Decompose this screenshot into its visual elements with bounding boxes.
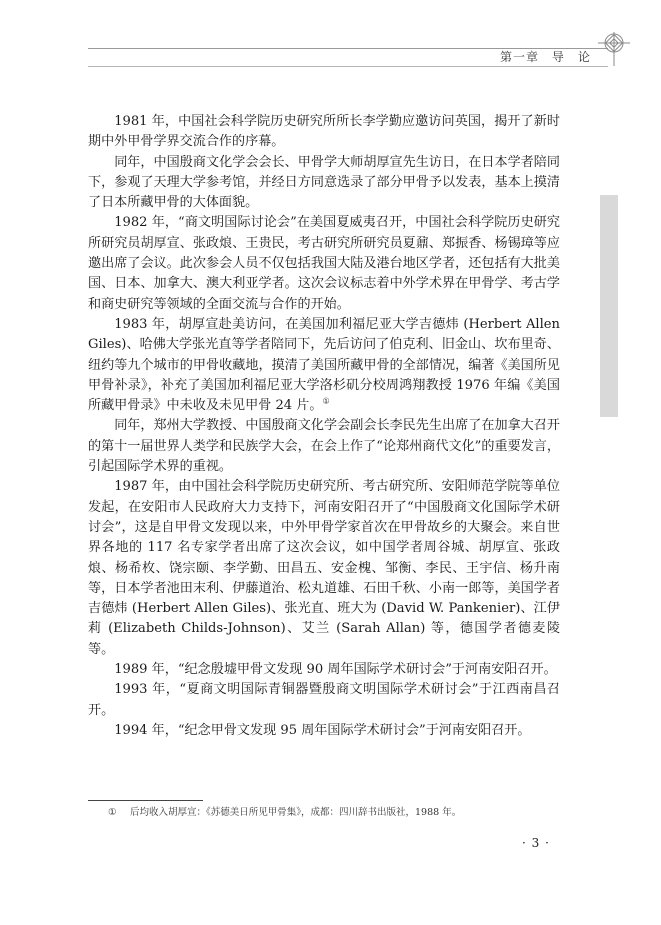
paragraph-1994 [88, 721, 560, 741]
paragraph-1983 [88, 315, 560, 416]
footnote-divider [88, 800, 203, 801]
paragraph-text: 1989 年，“纪念殷墟甲骨文发现 90 周年国际学术研讨会”于河南安阳召开。 [114, 662, 557, 678]
paragraph-text: 1981 年，中国社会科学院历史研究所所长李学勤应邀访问英国，揭开了新时期中外甲骨学界交流合作的序幕。 [88, 114, 560, 150]
running-head-title: 导 论 [551, 50, 591, 64]
header-ornament-icon [592, 32, 634, 66]
paragraph-1982 [88, 213, 560, 314]
paragraph-text: 同年，中国殷商文化学会会长、甲骨学大师胡厚宣先生访日，在日本学者陪同下，参观了天理大学参考馆，并经日方同意选录了部分甲骨予以发表，基本上摸清了日本所藏甲骨的大体面貌。 [88, 154, 560, 211]
paragraph-text: 同年，郑州大学教授、中国殷商文化学会副会长李民先生出席了在加拿大召开的第十一届世界人类学和民族学大会，在会上作了“论郑州商代文化”的重要发言，引起国际学术界的重视。 [88, 418, 560, 475]
paragraph-1981 [88, 112, 560, 153]
paragraph-1989 [88, 660, 560, 680]
body-text [88, 112, 560, 741]
paragraph-1993 [88, 680, 560, 721]
paragraph-1987 [88, 477, 560, 660]
paragraph-text: 1993 年，“夏商文明国际青铜器暨殷商文明国际学术研讨会”于江西南昌召开。 [88, 682, 560, 718]
running-head-chapter: 第一章 [500, 50, 540, 64]
footnote [108, 806, 568, 820]
paragraph-text: 1994 年，“纪念甲骨文发现 95 周年国际学术研讨会”于河南安阳召开。 [114, 722, 531, 738]
footnote-text: 后均收入胡厚宣：《苏德美日所见甲骨集》，成都：四川辞书出版社，1988 年。 [130, 807, 462, 818]
paragraph-text: 1983 年，胡厚宣赴美访问，在美国加利福尼亚大学吉德炜 (Herbert Allen Giles)、哈佛大学张光直等学者陪同下，先后访问了伯克利、旧金山、坎布里奇、纽约等九个城市的甲骨收藏地，摸清了美国所藏甲骨的全部情况，编著《美国所见甲骨补录》，补充了美国加利福尼亚大学洛杉矶分校周鸿翔教授 1976 年编《美国所藏甲骨录》中未收及未见甲骨 24 片。 [88, 316, 560, 414]
footnote-number: ① [108, 807, 117, 818]
paragraph-text: 1982 年，“商文明国际讨论会”在美国夏威夷召开，中国社会科学院历史研究所研究员胡厚宣、张政烺、王贵民，考古研究所研究员夏鼐、郑振香、杨锡璋等应邀出席了会议。此次参会人员不仅包括我国大陆及港台地区学者，还包括有大批美国、日本、加拿大、澳大利亚学者。这次会议标志着中外学术界在甲骨学、考古学和商史研究等领域的全面交流与合作的开始。 [88, 215, 560, 312]
paragraph-1981-japan [88, 153, 560, 214]
chapter-side-tab [600, 195, 618, 417]
footnote-reference: ① [322, 396, 330, 406]
page-number: · 3 · [522, 836, 550, 850]
paragraph-1983-canada [88, 416, 560, 477]
paragraph-text: 1987 年，由中国社会科学院历史研究所、考古研究所、安阳师范学院等单位发起，在安阳市人民政府大力支持下，河南安阳召开了“中国殷商文化国际学术研讨会”，这是自甲骨文发现以来，中外甲骨学家首次在甲骨故乡的大聚会。来自世界各地的 117 名专家学者出席了这次会议，如中国学者周谷城、胡厚宣、张政烺、杨希枚、饶宗颐、李学勤、田昌五、安金槐、邹衡、李民、王宇信、杨升南等，日本学者池田末利、伊藤道治、松丸道雄、石田千秋、小南一郎等，美国学者吉德炜 (Herbert Allen Giles)、张光直、班大为 (David W. Pankenier)、江伊莉 (Elizabeth Childs-Johnson)、艾兰 (Sarah Allan) 等，德国学者德麦陵等。 [88, 479, 560, 657]
header-rule-bottom [88, 66, 608, 67]
